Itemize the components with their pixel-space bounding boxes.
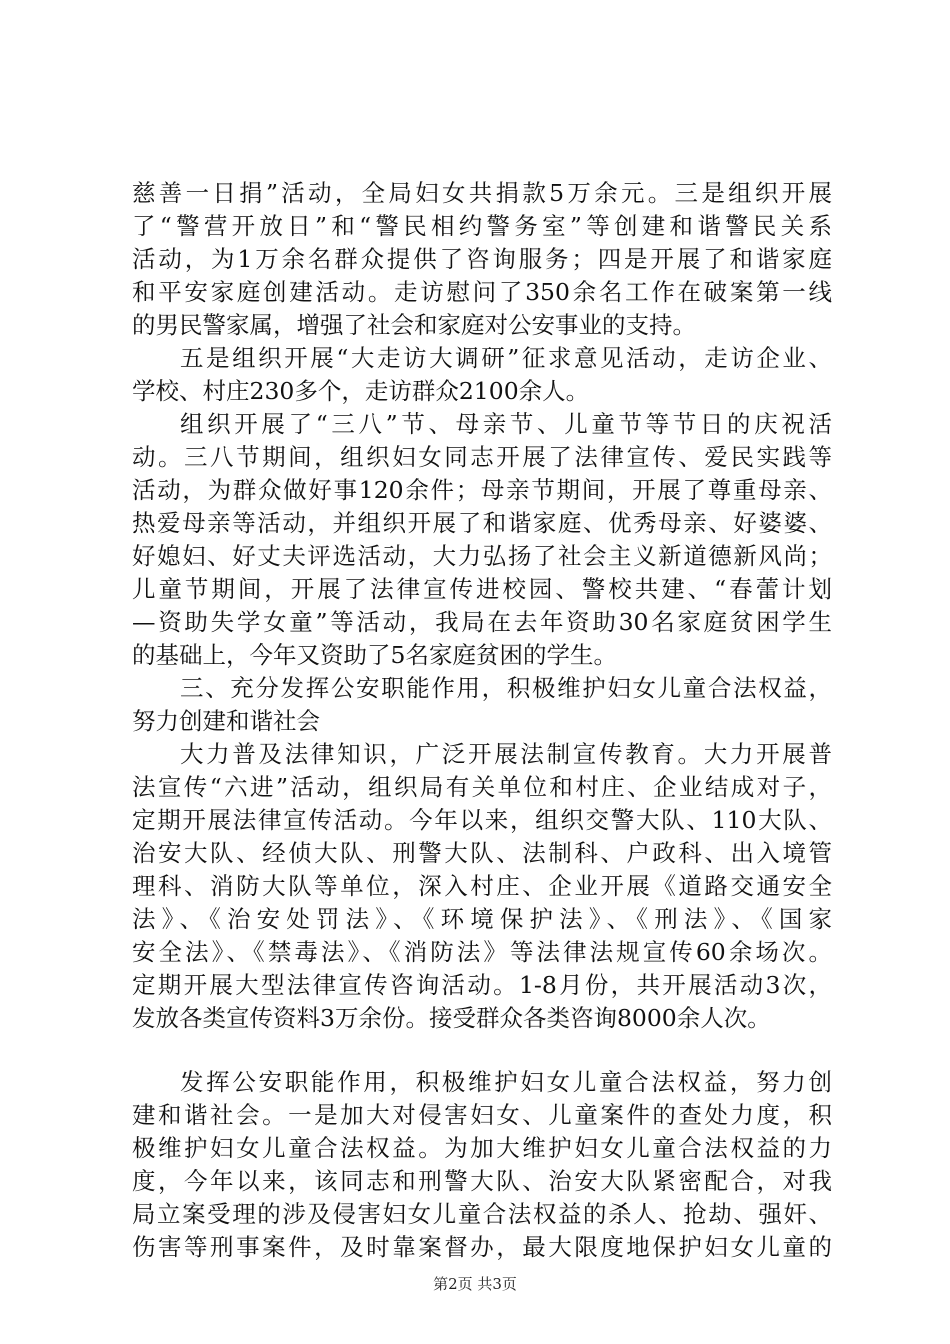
body-line: 慈善一日捐”活动，全局妇女共捐款5万余元。三是组织开展 bbox=[132, 179, 832, 207]
body-line: 法宣传“六进”活动，组织局有关单位和村庄、企业结成对子， bbox=[132, 773, 832, 801]
body-line: 热爱母亲等活动，并组织开展了和谐家庭、优秀母亲、好婆婆、 bbox=[132, 509, 832, 537]
body-line: 治安大队、经侦大队、刑警大队、法制科、户政科、出入境管 bbox=[132, 839, 832, 867]
body-line: 组织开展了“三八”节、母亲节、儿童节等节日的庆祝活 bbox=[180, 410, 832, 438]
body-line: 定期开展大型法律宣传咨询活动。1-8月份，共开展活动3次， bbox=[132, 971, 832, 999]
body-line: —资助失学女童”等活动，我局在去年资助30名家庭贫困学生 bbox=[132, 608, 832, 636]
section-heading-line: 三、充分发挥公安职能作用，积极维护妇女儿童合法权益， bbox=[180, 674, 832, 702]
section-heading-line: 努力创建和谐社会 bbox=[132, 707, 320, 735]
body-line: 局立案受理的涉及侵害妇女儿童合法权益的杀人、抢劫、强奸、 bbox=[132, 1200, 832, 1228]
body-line: 了“警营开放日”和“警民相约警务室”等创建和谐警民关系 bbox=[132, 212, 832, 240]
body-line: 发挥公安职能作用，积极维护妇女儿童合法权益，努力创 bbox=[180, 1068, 832, 1096]
body-line: 好媳妇、好丈夫评选活动，大力弘扬了社会主义新道德新风尚； bbox=[132, 542, 832, 570]
body-line: 发放各类宣传资料3万余份。接受群众各类咨询8000余人次。 bbox=[132, 1004, 771, 1032]
body-line: 和平安家庭创建活动。走访慰问了350余名工作在破案第一线 bbox=[132, 278, 832, 306]
body-line: 的基础上，今年又资助了5名家庭贫困的学生。 bbox=[132, 641, 617, 669]
body-line: 儿童节期间，开展了法律宣传进校园、警校共建、“春蕾计划 bbox=[132, 575, 832, 603]
body-line: 活动，为1万余名群众提供了咨询服务；四是开展了和谐家庭 bbox=[132, 245, 832, 273]
page-footer: 第2页 共3页 bbox=[433, 1275, 517, 1293]
body-line: 理科、消防大队等单位，深入村庄、企业开展《道路交通安全 bbox=[132, 872, 832, 900]
body-line: 度，今年以来，该同志和刑警大队、治安大队紧密配合，对我 bbox=[132, 1167, 832, 1195]
body-line: 五是组织开展“大走访大调研”征求意见活动，走访企业、 bbox=[180, 344, 832, 372]
body-line: 活动，为群众做好事120余件；母亲节期间，开展了尊重母亲、 bbox=[132, 476, 832, 504]
body-line: 定期开展法律宣传活动。今年以来，组织交警大队、110大队、 bbox=[132, 806, 832, 834]
body-line: 学校、村庄230多个，走访群众2100余人。 bbox=[132, 377, 590, 405]
body-line: 建和谐社会。一是加大对侵害妇女、儿童案件的查处力度，积 bbox=[132, 1101, 832, 1129]
body-line: 安全法》、《禁毒法》、《消防法》等法律法规宣传60余场次。 bbox=[132, 938, 832, 966]
body-line: 法》、《治安处罚法》、《环境保护法》、《刑法》、《国家 bbox=[132, 905, 832, 933]
body-line: 极维护妇女儿童合法权益。为加大维护妇女儿童合法权益的力 bbox=[132, 1134, 832, 1162]
body-line: 的男民警家属，增强了社会和家庭对公安事业的支持。 bbox=[132, 311, 696, 339]
body-line: 大力普及法律知识，广泛开展法制宣传教育。大力开展普 bbox=[180, 740, 832, 768]
body-line: 动。三八节期间，组织妇女同志开展了法律宣传、爱民实践等 bbox=[132, 443, 832, 471]
body-line: 伤害等刑事案件，及时靠案督办，最大限度地保护妇女儿童的 bbox=[132, 1233, 832, 1261]
